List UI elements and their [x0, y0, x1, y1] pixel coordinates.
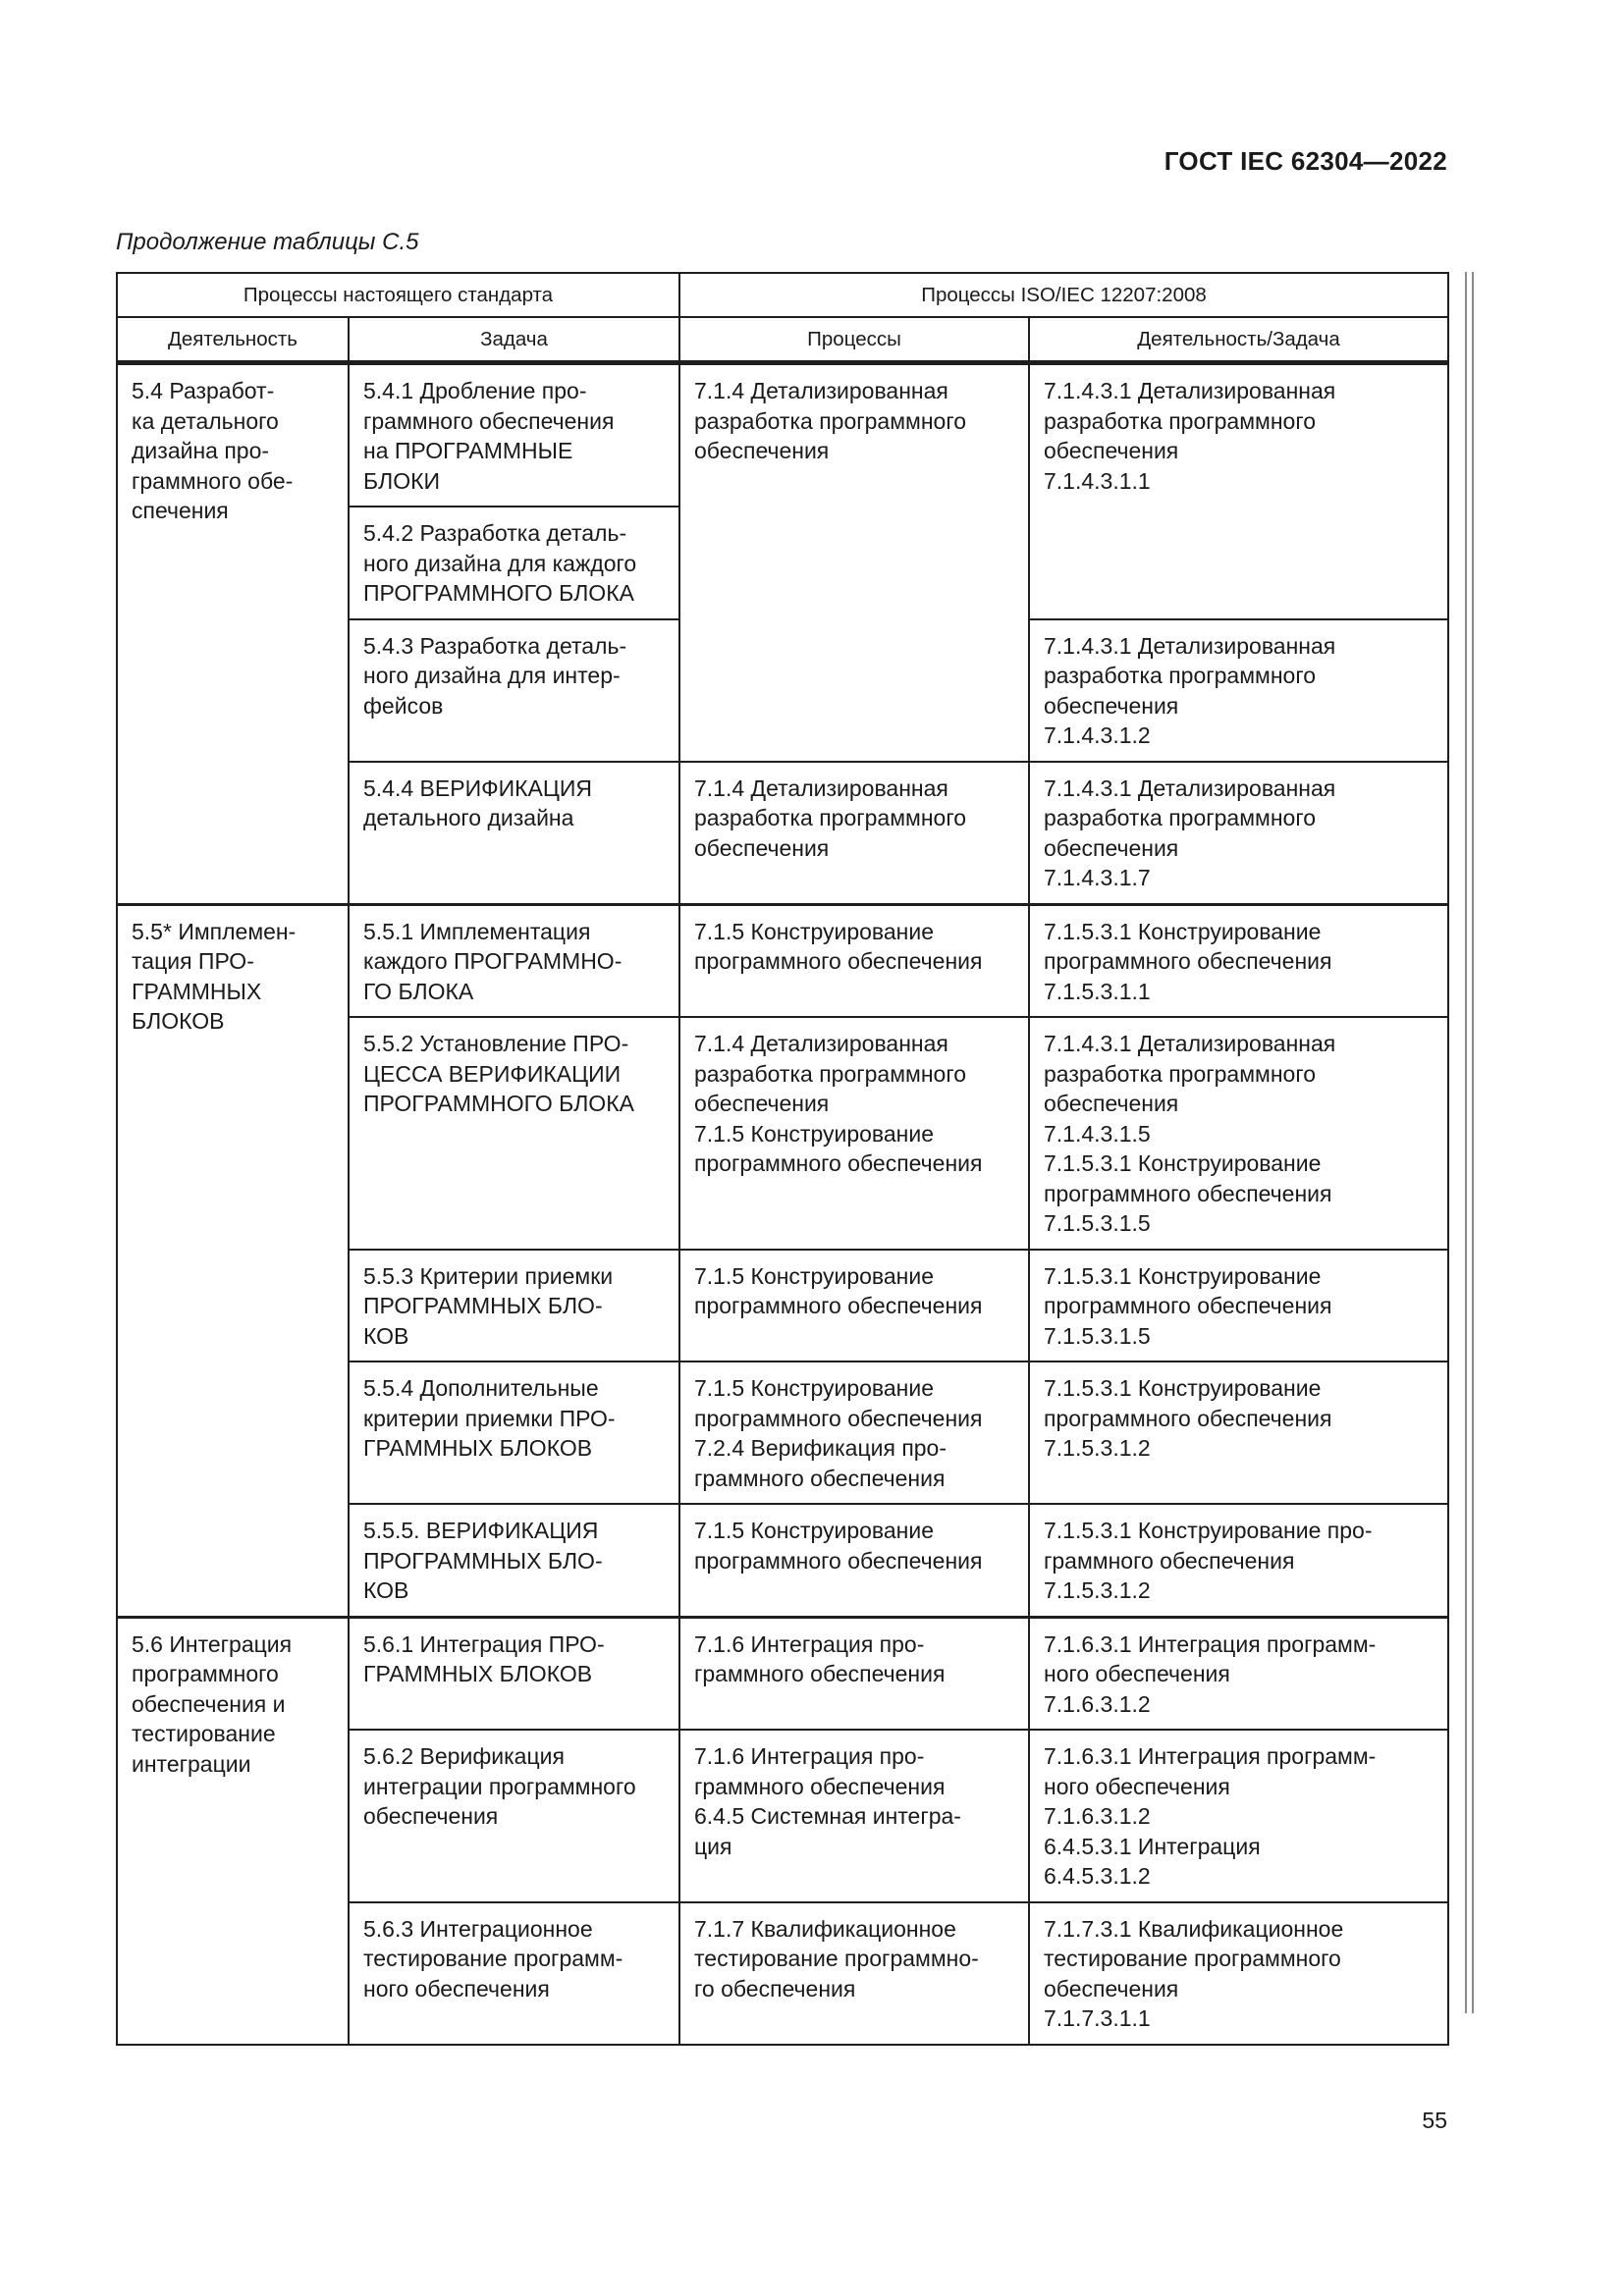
cell-text-line: фейсов [363, 692, 444, 719]
cell-text-line: БЛОКОВ [132, 1008, 225, 1034]
cell-text-line: 5.5* Имплемен- [132, 918, 297, 944]
cell-text-line: тестирование программ- [363, 1946, 623, 1971]
cell-text-line: разработка программного [1044, 407, 1316, 434]
cell-text-line: 5.5.4 Дополнительные [363, 1375, 599, 1401]
table-caption: Продолжение таблицы С.5 [116, 229, 419, 255]
iso-task-cell [1029, 1362, 1448, 1504]
task-cell [349, 904, 679, 1017]
process-cell [679, 762, 1029, 905]
cell-text-line: 6.4.5.3.1.2 [1044, 1863, 1151, 1889]
cell-text-line: ка детального [132, 407, 279, 434]
task-cell [349, 1250, 679, 1362]
cell-text-line: 7.1.5.3.1.1 [1044, 978, 1151, 1004]
cell-text-line: спечения [132, 498, 229, 523]
cell-text-line: 5.4 Разработ- [132, 378, 275, 403]
cell-text-line: 5.6.1 Интеграция ПРО- [363, 1630, 605, 1657]
cell-text-line: разработка программного [694, 805, 966, 830]
cell-text-line: ПРОГРАММНОГО БЛОКА [363, 1091, 634, 1116]
cell-text-line: обеспечения [1044, 1091, 1179, 1116]
cell-text-line: 7.1.4 Детализированная [694, 774, 948, 801]
cell-text-line: тестирование программного [1044, 1946, 1341, 1971]
cell-text-line: ГРАММНЫХ [132, 978, 262, 1004]
iso-task-cell [1029, 363, 1448, 619]
cell-text-line: программного [132, 1661, 279, 1686]
cell-text-line: 7.1.5 Конструирование [694, 1262, 935, 1289]
cell-text-line: 7.1.5.3.1.5 [1044, 1322, 1151, 1349]
cell-text-line: 7.1.5.3.1.2 [1044, 1577, 1151, 1603]
cell-text-line: 7.1.4 Детализированная [694, 1031, 948, 1056]
cell-text-line: ного обеспечения [1044, 1661, 1230, 1686]
task-cell [349, 1730, 679, 1902]
cell-text-line: 7.1.4.3.1 Детализированная [1044, 774, 1336, 801]
cell-text-line: 7.1.5.3.1 Конструирование [1044, 918, 1322, 944]
cell-text-line: разработка программного [1044, 663, 1316, 688]
cell-text-line: ЦЕССА ВЕРИФИКАЦИИ [363, 1060, 622, 1087]
cell-text-line: обеспечения [363, 1803, 499, 1829]
process-cell [679, 1902, 1029, 2045]
cell-text-line: программного обеспечения [694, 1547, 983, 1574]
cell-text-line: 7.1.7.3.1 Квалификационное [1044, 1915, 1344, 1942]
cell-text-line: 7.1.5.3.1.5 [1044, 1210, 1151, 1236]
process-cell [679, 1730, 1029, 1902]
iso-task-cell [1029, 1730, 1448, 1902]
cell-text-line: программного обеспечения [1044, 948, 1332, 974]
cell-text-line: 7.1.4.3.1.5 [1044, 1120, 1151, 1147]
process-cell [679, 1504, 1029, 1617]
cell-text-line: граммного обеспечения [694, 1661, 946, 1686]
cell-text-line: 7.1.6.3.1 Интеграция программ- [1044, 1630, 1377, 1657]
table-row [117, 363, 1448, 507]
cell-text-line: каждого ПРОГРАММНО- [363, 948, 623, 974]
cell-text-line: на ПРОГРАММНЫЕ [363, 438, 573, 463]
iso-task-cell [1029, 1504, 1448, 1617]
cell-text-line: программного обеспечения [694, 1405, 983, 1431]
process-cell [679, 1362, 1029, 1504]
cell-text-line: 7.1.4.3.1.2 [1044, 722, 1151, 748]
task-cell [349, 1902, 679, 2045]
cell-text-line: обеспечения [694, 438, 830, 463]
cell-text-line: ПРОГРАММНЫХ БЛО- [363, 1547, 603, 1574]
cell-text-line: 7.1.5 Конструирование [694, 1120, 935, 1147]
iso-task-cell [1029, 1017, 1448, 1250]
cell-text-line: тестирование программно- [694, 1946, 979, 1971]
cell-text-line: 5.5.1 Имплементация [363, 918, 591, 944]
cell-text-line: 5.5.5. ВЕРИФИКАЦИЯ [363, 1518, 599, 1543]
cell-text-line: 5.6 Интеграция [132, 1630, 293, 1657]
cell-text-line: 7.1.5.3.1 Конструирование [1044, 1262, 1322, 1289]
cell-text-line: разработка программного [694, 1060, 966, 1087]
cell-text-line: 6.4.5 Системная интегра- [694, 1803, 961, 1829]
margin-change-bar [1465, 272, 1474, 2013]
cell-text-line: 7.1.6.3.1.2 [1044, 1803, 1151, 1829]
cell-text-line: ГРАММНЫХ БЛОКОВ [363, 1661, 593, 1686]
process-cell [679, 1017, 1029, 1250]
cell-text-line: граммного обеспечения [1044, 1547, 1295, 1574]
cell-text-line: 7.1.7 Квалификационное [694, 1915, 956, 1942]
cell-text-line: 5.4.3 Разработка деталь- [363, 632, 627, 659]
iso-task-cell [1029, 619, 1448, 762]
table-row [117, 904, 1448, 1017]
process-cell [679, 1617, 1029, 1730]
cell-text-line: 7.1.5.3.1 Конструирование [1044, 1150, 1322, 1176]
cell-text-line: 7.1.5 Конструирование [694, 1518, 935, 1543]
cell-text-line: программного обеспечения [1044, 1293, 1332, 1318]
process-cell [679, 1250, 1029, 1362]
iso-task-cell [1029, 1902, 1448, 2045]
column-header-activity: Деятельность [117, 317, 349, 363]
cell-text-line: обеспечения [1044, 438, 1179, 463]
group-header-this-standard: Процессы настоящего стандарта [117, 273, 679, 317]
cell-text-line: детального дизайна [363, 805, 574, 830]
cell-text-line: 5.4.4 ВЕРИФИКАЦИЯ [363, 774, 593, 801]
cell-text-line: БЛОКИ [363, 467, 441, 494]
cell-text-line: тестирование [132, 1721, 276, 1746]
column-header-processes: Процессы [679, 317, 1029, 363]
cell-text-line: 5.6.2 Верификация [363, 1743, 565, 1769]
cell-text-line: обеспечения [694, 1091, 830, 1116]
cell-text-line: КОВ [363, 1322, 409, 1349]
cell-text-line: тация ПРО- [132, 948, 254, 974]
cell-text-line: интеграции программного [363, 1773, 636, 1799]
cell-text-line: 5.4.1 Дробление про- [363, 378, 587, 403]
cell-text-line: обеспечения [694, 834, 830, 861]
cell-text-line: 7.1.6 Интеграция про- [694, 1743, 925, 1769]
cell-text-line: 5.4.2 Разработка деталь- [363, 520, 627, 546]
iso-task-cell [1029, 762, 1448, 905]
cell-text-line: 7.1.4 Детализированная [694, 378, 948, 403]
cell-text-line: обеспечения [1044, 834, 1179, 861]
iso-task-cell [1029, 904, 1448, 1017]
cell-text-line: 6.4.5.3.1 Интеграция [1044, 1833, 1261, 1859]
cell-text-line: 7.1.4.3.1 Детализированная [1044, 632, 1336, 659]
mapping-table [116, 272, 1449, 2046]
cell-text-line: 7.1.5.3.1 Конструирование [1044, 1375, 1322, 1401]
table-row [117, 1617, 1448, 1730]
cell-text-line: ГО БЛОКА [363, 978, 474, 1004]
cell-text-line: 7.1.4.3.1.1 [1044, 467, 1151, 494]
cell-text-line: 7.1.5.3.1.2 [1044, 1435, 1151, 1461]
cell-text-line: КОВ [363, 1577, 409, 1603]
cell-text-line: обеспечения и [132, 1690, 286, 1717]
iso-task-cell [1029, 1250, 1448, 1362]
cell-text-line: ного дизайна для каждого [363, 550, 637, 576]
cell-text-line: ция [694, 1833, 732, 1859]
cell-text-line: 7.1.5.3.1 Конструирование про- [1044, 1518, 1373, 1543]
process-cell [679, 363, 1029, 762]
cell-text-line: разработка программного [1044, 805, 1316, 830]
cell-text-line: 5.6.3 Интеграционное [363, 1915, 593, 1942]
task-cell [349, 363, 679, 507]
task-cell [349, 507, 679, 619]
cell-text-line: дизайна про- [132, 438, 270, 463]
cell-text-line: ного обеспечения [363, 1975, 550, 2002]
cell-text-line: разработка программного [694, 407, 966, 434]
page-number: 55 [1422, 2108, 1447, 2133]
cell-text-line: разработка программного [1044, 1060, 1316, 1087]
cell-text-line: интеграции [132, 1750, 251, 1777]
cell-text-line: граммного обеспечения [694, 1773, 946, 1799]
cell-text-line: обеспечения [1044, 1975, 1179, 2002]
cell-text-line: программного обеспечения [1044, 1405, 1332, 1431]
column-header-activity-task: Деятельность/Задача [1029, 317, 1448, 363]
column-header-task: Задача [349, 317, 679, 363]
cell-text-line: 7.2.4 Верификация про- [694, 1435, 947, 1461]
group-header-iso-12207: Процессы ISO/IEC 12207:2008 [679, 273, 1448, 317]
cell-text-line: обеспечения [1044, 692, 1179, 719]
cell-text-line: ного обеспечения [1044, 1773, 1230, 1799]
cell-text-line: программного обеспечения [694, 1293, 983, 1318]
cell-text-line: 5.5.2 Установление ПРО- [363, 1031, 629, 1056]
cell-text-line: 7.1.5 Конструирование [694, 918, 935, 944]
task-cell [349, 1504, 679, 1617]
cell-text-line: 7.1.4.3.1.7 [1044, 865, 1151, 890]
cell-text-line: ГРАММНЫХ БЛОКОВ [363, 1435, 593, 1461]
cell-text-line: 7.1.7.3.1.1 [1044, 2005, 1151, 2031]
cell-text-line: 7.1.5 Конструирование [694, 1375, 935, 1401]
cell-text-line: граммного обе- [132, 467, 294, 494]
cell-text-line: го обеспечения [694, 1975, 856, 2002]
cell-text-line: программного обеспечения [1044, 1180, 1332, 1206]
process-cell [679, 904, 1029, 1017]
task-cell [349, 762, 679, 905]
cell-text-line: 5.5.3 Критерии приемки [363, 1262, 614, 1289]
cell-text-line: 7.1.4.3.1 Детализированная [1044, 1031, 1336, 1056]
cell-text-line: 7.1.6 Интеграция про- [694, 1630, 925, 1657]
cell-text-line: 7.1.6.3.1 Интеграция программ- [1044, 1743, 1377, 1769]
cell-text-line: граммного обеспечения [694, 1465, 946, 1491]
cell-text-line: программного обеспечения [694, 948, 983, 974]
iso-task-cell [1029, 1617, 1448, 1730]
activity-cell [117, 363, 349, 905]
standard-designation: ГОСТ IEC 62304—2022 [1164, 146, 1447, 176]
cell-text-line: ного дизайна для интер- [363, 663, 621, 688]
cell-text-line: 7.1.4.3.1 Детализированная [1044, 378, 1336, 403]
task-cell [349, 1362, 679, 1504]
cell-text-line: ПРОГРАММНОГО БЛОКА [363, 580, 634, 606]
task-cell [349, 1617, 679, 1730]
cell-text-line: ПРОГРАММНЫХ БЛО- [363, 1293, 603, 1318]
task-cell [349, 1017, 679, 1250]
cell-text-line: граммного обеспечения [363, 407, 615, 434]
cell-text-line: критерии приемки ПРО- [363, 1405, 616, 1431]
activity-cell [117, 904, 349, 1617]
cell-text-line: 7.1.6.3.1.2 [1044, 1690, 1151, 1717]
cell-text-line: программного обеспечения [694, 1150, 983, 1176]
task-cell [349, 619, 679, 762]
activity-cell [117, 1617, 349, 2045]
